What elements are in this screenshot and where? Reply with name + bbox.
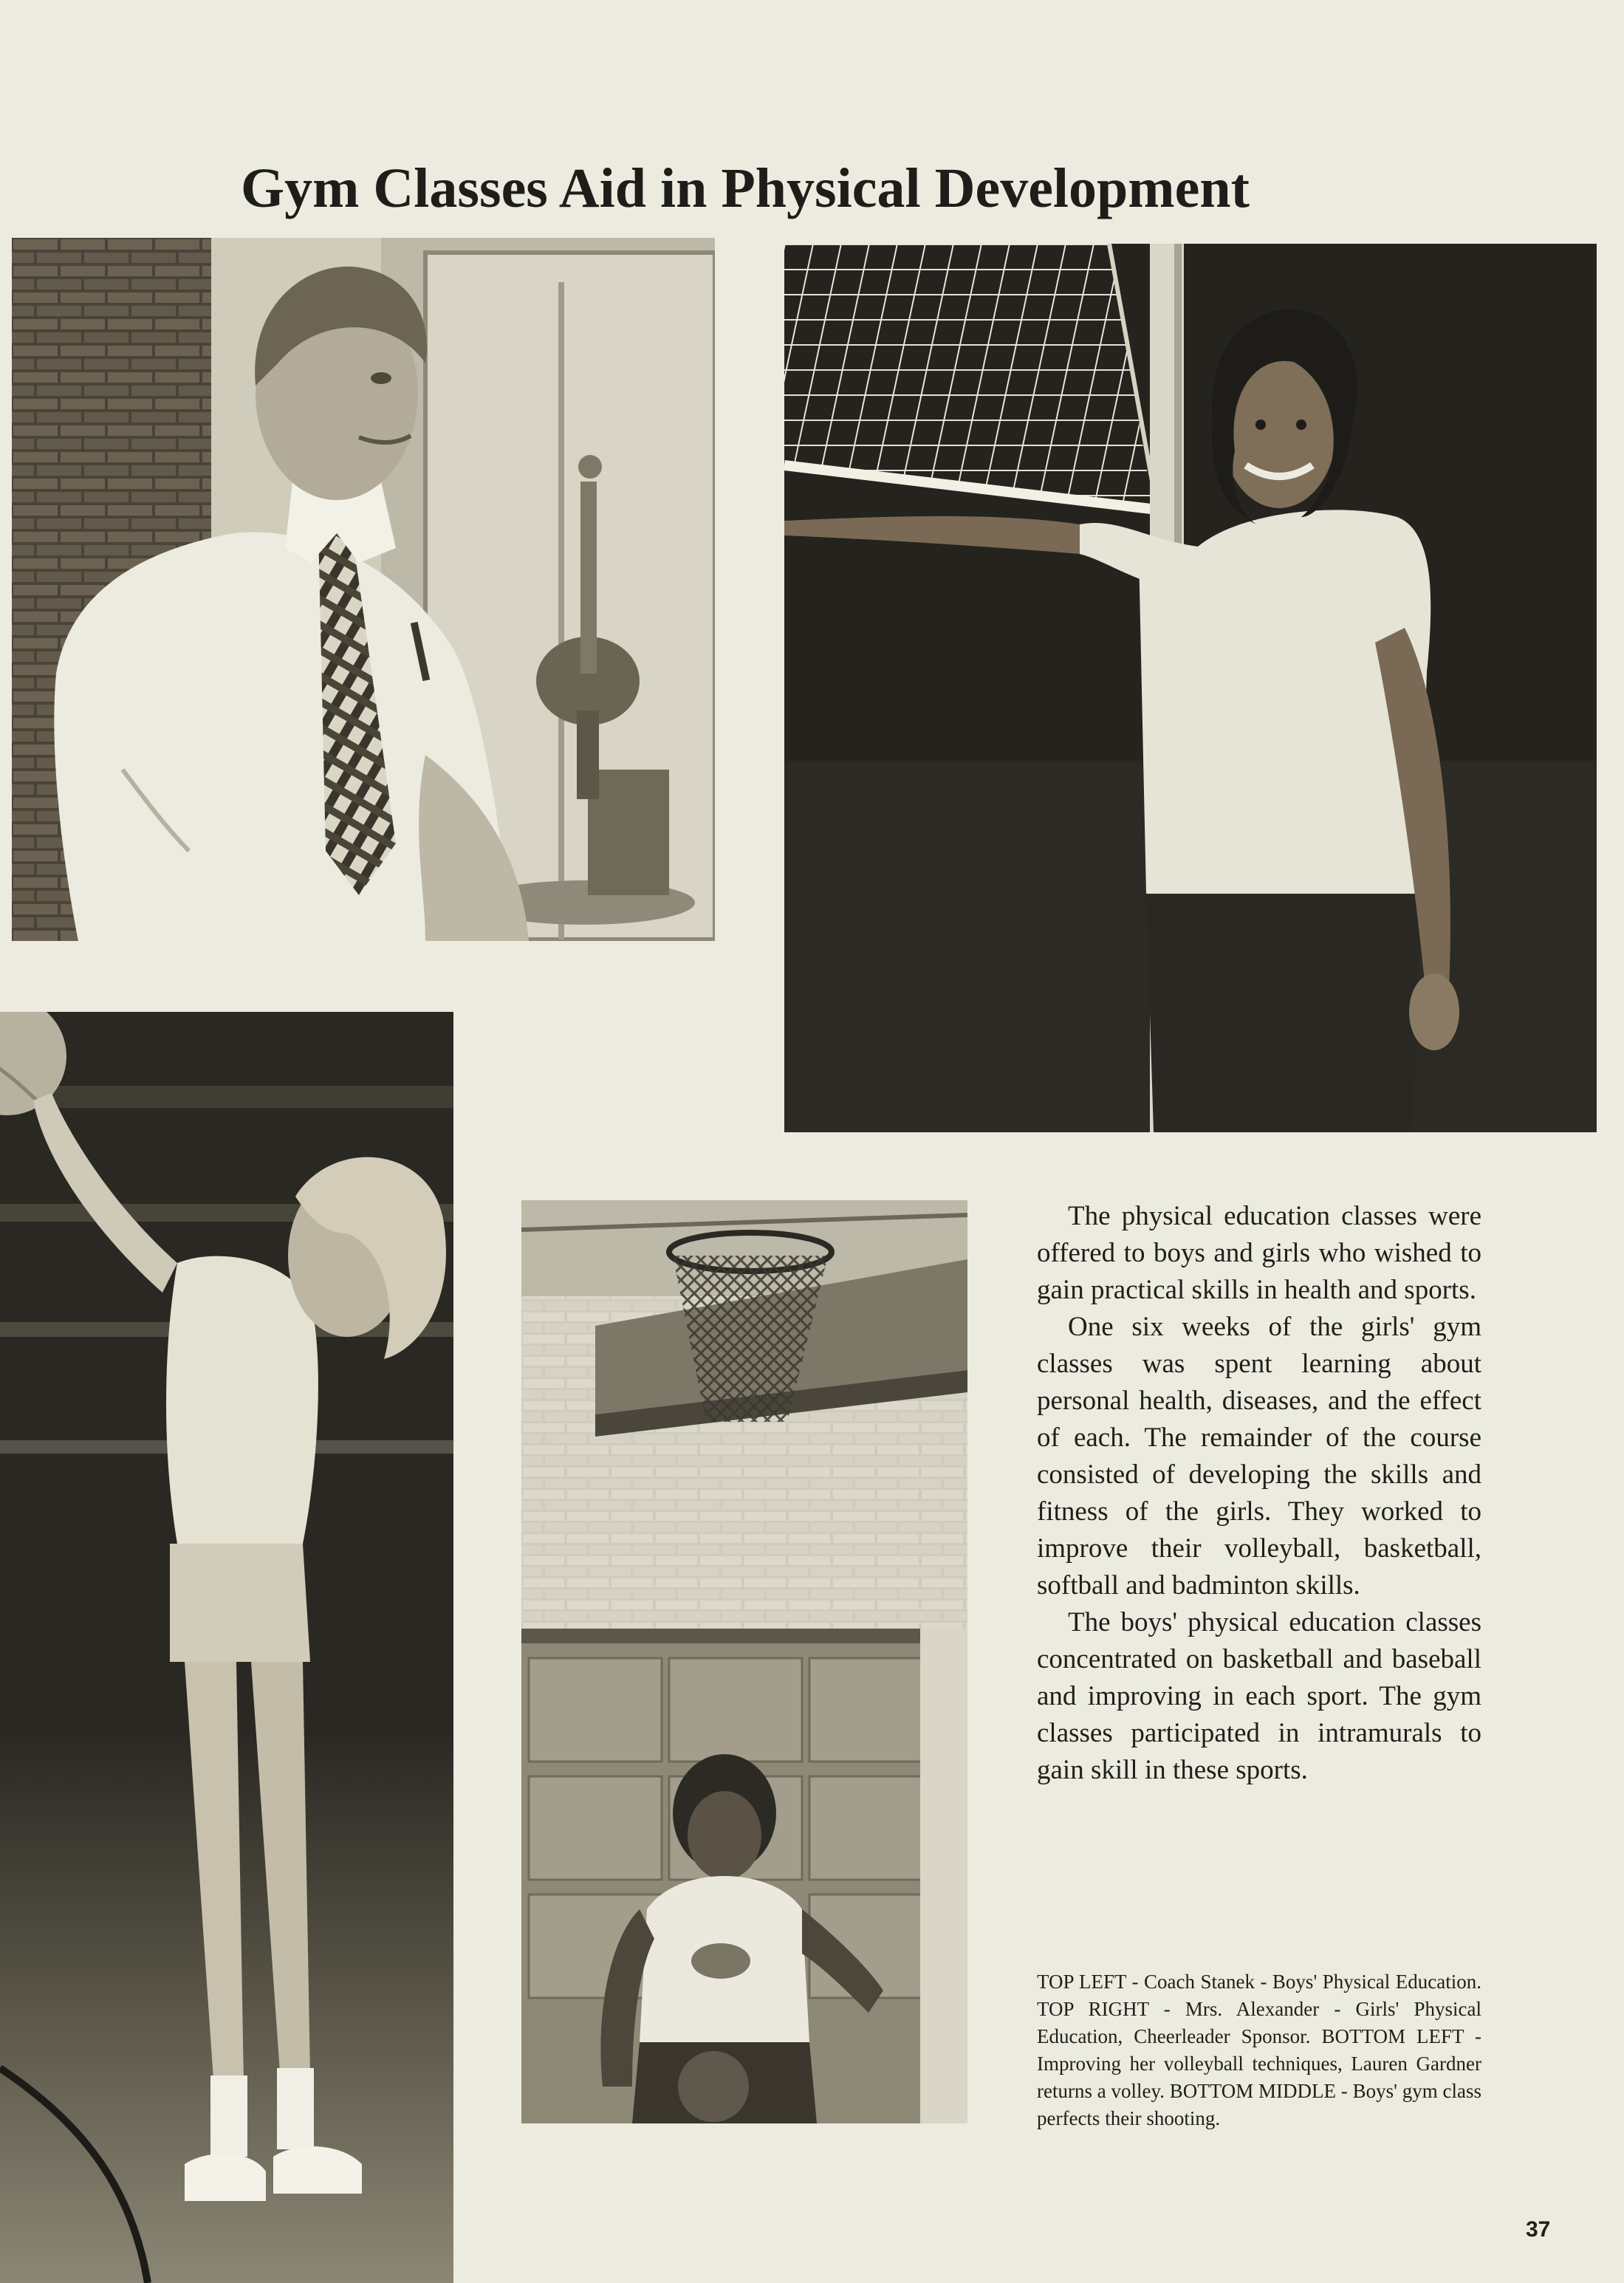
coach-portrait-image bbox=[12, 238, 715, 941]
article-paragraph: One six weeks of the girls' gym classes was spent learning about personal health, diseases, and the effect of each. The remainder of the course consisted of developing the skills and fitness of the girls. They worked to improve their volleyball, basketball, softball and badminton skills. bbox=[1037, 1312, 1481, 1601]
article-paragraph: The physical education classes were offered to boys and girls who wished to gain practical skills in health and sports. bbox=[1037, 1201, 1481, 1305]
page-number: 37 bbox=[1526, 2217, 1551, 2242]
photo-caption: TOP LEFT - Coach Stanek - Boys' Physical Education. TOP RIGHT - Mrs. Alexander - Girls' Physical Education, Cheerleader Sponsor. BOTTOM LEFT - Improving her volleyball techniques, Lauren Gardner returns a volley. BOTTOM MIDDLE - Boys' gym class perfects their shooting. bbox=[1037, 1971, 1481, 2129]
basketball-gym-image bbox=[521, 1200, 967, 2123]
photo-basketball-gym bbox=[521, 1200, 967, 2123]
page-title: Gym Classes Aid in Physical Development bbox=[241, 157, 1250, 219]
photo-coach-portrait bbox=[12, 238, 715, 941]
photo-teacher-volleyball-net bbox=[784, 244, 1597, 1132]
article-paragraph: The boys' physical education classes concentrated on basketball and baseball and improving in each sport. The gym classes participated in intramurals to gain skill in these sports. bbox=[1037, 1607, 1481, 1785]
photo-student-volleyball bbox=[0, 1012, 453, 2283]
teacher-net-image bbox=[784, 244, 1597, 1132]
student-volleyball-image bbox=[0, 1012, 453, 2283]
article-body bbox=[1037, 1198, 1481, 1789]
